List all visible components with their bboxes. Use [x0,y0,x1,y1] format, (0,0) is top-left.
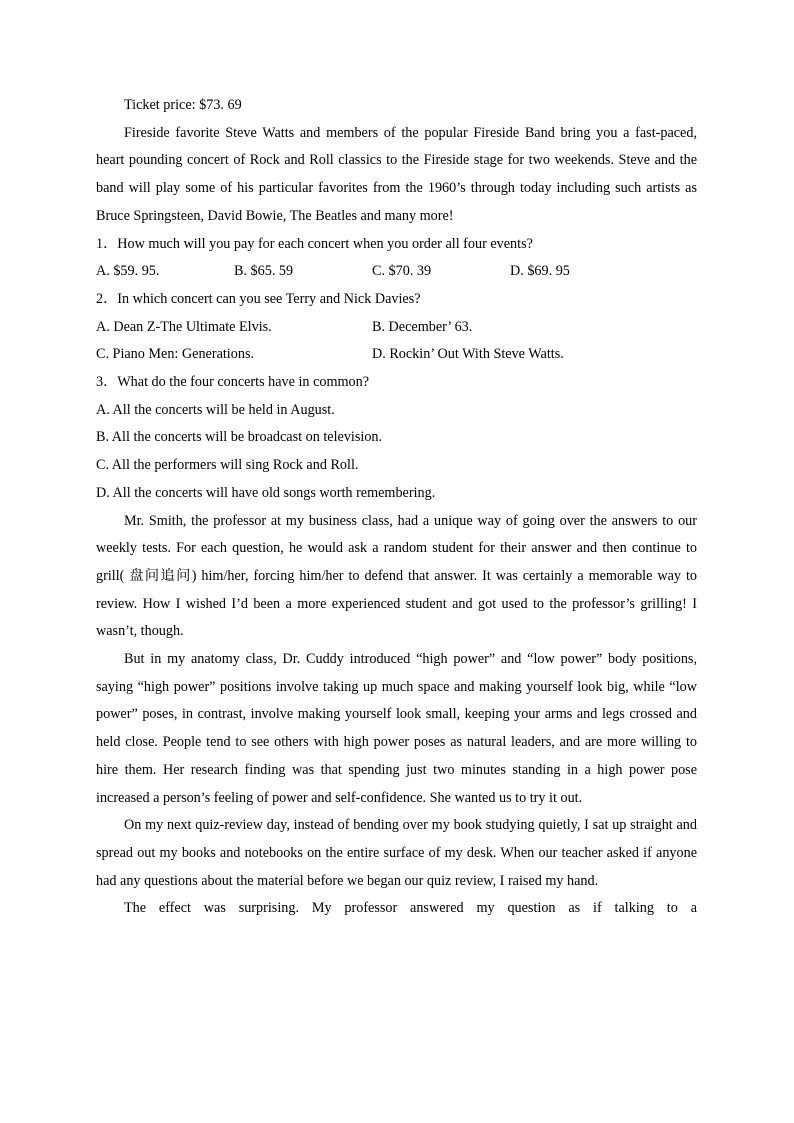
options-row [96,314,697,342]
question-stem: 3．What do the four concerts have in common? [96,374,370,391]
option-a: A. All the concerts will be held in August. [96,401,335,418]
document-page [96,92,697,923]
question-1 [96,231,697,286]
question-stem: 1．How much will you pay for each concert when you order all four events? [96,235,533,252]
question-stem: 2．In which concert can you see Terry and Nick Davies? [96,290,421,307]
options-row [96,341,697,369]
option-c: C. All the performers will sing Rock and Roll. [96,457,359,474]
intro-paragraph: Fireside favorite Steve Watts and members of the popular Fireside Band bring you a fast-paced, heart pounding concert of Rock and Roll classics to the Fireside stage for two weekends. Steve and the band will play some of his particular favorites from the 1960’s through today including such artists as Bruce Springsteen, David Bowie, The Beatles and many more! [96,124,697,224]
option-b: B. $65. 59 [234,263,294,280]
option-d: D. Rockin’ Out With Steve Watts. [372,346,564,363]
passage-paragraph-1: Mr. Smith, the professor at my business class, had a unique way of going over the answers to our weekly tests. For each question, he would ask a random student for their answer and then continue to grill( 盘问追问) him/her, forcing him/her to defend that answer. It was certainly a memorable way to review. How I wished I’d been a more experienced student and got used to the professor’s grilling! I wasn’t, though. [96,512,697,640]
option-b: B. All the concerts will be broadcast on television. [96,429,383,446]
passage-paragraph-3: On my next quiz-review day, instead of bending over my book studying quietly, I sat up straight and spread out my books and notebooks on the entire surface of my desk. When our teacher asked if anyone had any questions about the material before we began our quiz review, I raised my hand. [96,817,697,889]
question-3 [96,369,697,508]
option-c: C. $70. 39 [372,263,432,280]
ticket-price: Ticket price: $73. 69 [124,97,242,113]
option-c: C. Piano Men: Generations. [96,346,255,363]
option-d: D. All the concerts will have old songs worth remembering. [96,484,436,501]
passage-paragraph-2: But in my anatomy class, Dr. Cuddy introduced “high power” and “low power” body positions, saying “high power” positions involve taking up much space and making yourself look big, while “low power” poses, in contrast, involve making yourself look small, keeping your arms and legs crossed and held close. People tend to see others with high power poses as natural leaders, and are more willing to hire them. Her research finding was that spending just two minutes standing in a high power pose increased a person’s feeling of power and self-confidence. She wanted us to try it out. [96,651,697,806]
option-a: A. Dean Z-The Ultimate Elvis. [96,318,272,335]
passage-paragraph-4: The effect was surprising. My professor answered my question as if talking to a [124,900,697,917]
option-a: A. $59. 95. [96,263,160,280]
option-b: B. December’ 63. [372,318,473,335]
option-d: D. $69. 95 [510,263,570,280]
options-row [96,258,697,286]
question-2 [96,286,697,369]
